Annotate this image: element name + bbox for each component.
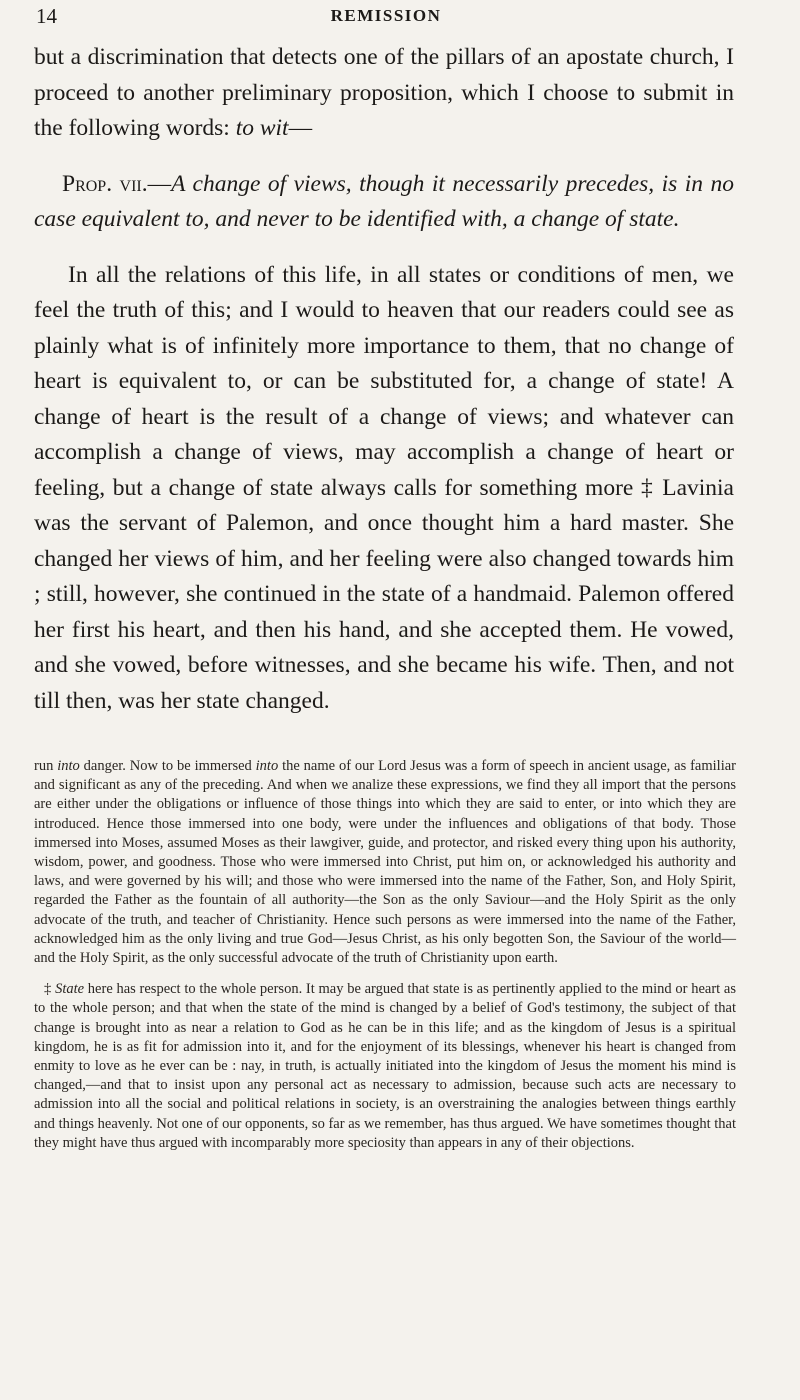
- paragraph-text: but a discrimination that detects one of the pillars of an apostate church, I proceed to another preliminary proposition, which I choose to submit in the following words:: [34, 44, 734, 141]
- proposition-dash: —: [147, 170, 172, 197]
- proposition-text: A change of views, though it necessarily precedes, is in no case equivalent to, and never to be identified with, a change of state.: [34, 170, 734, 232]
- footnote-text: the name of our Lord Jesus was a form of speech in ancient usage, as familiar and significant as any of the preceding. And when we analize these expressions, we find they all import that the persons are either under the obligations or influence of those things into which they are said to enter, or into which they are introduced. Hence those immersed into one body, were under the influences and obligations of that body. Those immersed into Moses, assumed Moses as their lawgiver, guide, and protector, and risked every thing upon his authority, wisdom, power, and goodness. Those who were immersed into Christ, put him on, or acknowledged his authority and laws, and were governed by his will; and those who were immersed into the name of the Father, Son, and Holy Spirit, regarded the Father as the fountain of all authority—the Son as the only Saviour—and the Holy Spirit as the only advocate of the truth, and teacher of Christianity. Hence such persons as were immersed into the name of the Father, acknowledged him as the only living and true God—Jesus Christ, as his only begotten Son, the Saviour of the world—and the Holy Spirit, as the only successful advocate of the truth of Christianity upon earth.: [34, 758, 736, 967]
- proposition: [34, 167, 734, 238]
- footnote-text: run: [34, 758, 58, 774]
- paragraph-dash: —: [288, 115, 313, 141]
- footnote-italic: into: [255, 758, 279, 774]
- paragraph-italic: to wit: [235, 115, 289, 141]
- running-title: REMISSION: [330, 6, 442, 25]
- footnote-italic: State: [55, 981, 85, 998]
- footnotes: [34, 757, 736, 1153]
- main-text: [34, 40, 734, 719]
- footnote-mark: ‡: [44, 981, 56, 998]
- footnote-double-dagger: [34, 980, 736, 1153]
- footnote-text: here has respect to the whole person. It may be argued that state is as pertinently applied to the mind or heart as to the whole person; and that when the state of the mind is changed by a belief of God's testimony, the subject of that change is brought into as near a relation to God as he can be in this life; and as the kingdom of Jesus is a spiritual kingdom, he is as fit for admission into it, and for the enjoyment of its blessings, whenever his heart is changed from enmity to love as he ever can be : nay, in truth, is actually initiated into the kingdom of Jesus the moment his mind is changed,—and that to insist upon any personal act as necessary to admission, because such acts are necessary to admission into all the social and political relations in society, is an overstraining the analogies between things earthly and things heavenly. Not one of our opponents, so far as we remember, has thus argued. We have sometimes thought that they might have thus argued with incomparably more speciosity than appears in any of their objections.: [34, 981, 736, 1151]
- page-number: 14: [36, 4, 57, 28]
- footnote-continued: [34, 757, 736, 968]
- footnote-italic: into: [57, 758, 80, 774]
- proposition-label: Prop. vii.: [62, 170, 148, 197]
- paragraph: In all the relations of this life, in all states or conditions of men, we feel the truth of this; and I would to heaven that our readers could see as plainly what is of infinitely more importance to them, that no change of heart is equivalent to, or can be substituted for, a change of state! A change of heart is the result of a change of views; and whatever can accomplish a change of views, may accomplish a change of heart or feeling, but a change of state always calls for something more ‡ Lavinia was the servant of Palemon, and once thought him a hard master. She changed her views of him, and her feeling were also changed towards him ; still, however, she continued in the state of a handmaid. Palemon offered her first his heart, and then his hand, and she accepted them. He vowed, and she vowed, before witnesses, and she became his wife. Then, and not till then, was her state changed.: [34, 261, 734, 714]
- footnote-text: danger. Now to be immersed: [79, 758, 256, 774]
- paragraph-continuation: [34, 40, 734, 147]
- running-head: [36, 4, 736, 30]
